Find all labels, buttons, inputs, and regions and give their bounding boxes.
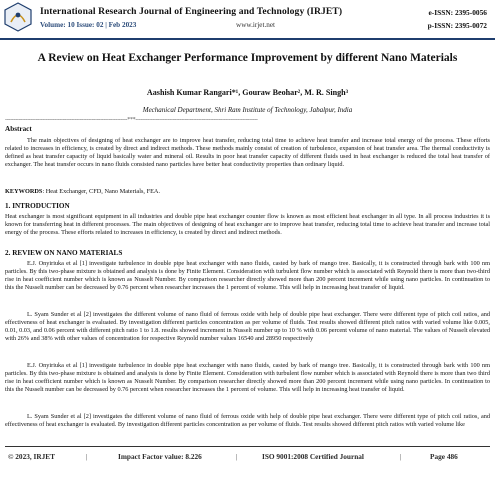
page-footer [0, 452, 495, 466]
footer-page-number: Page 486 [430, 452, 458, 461]
journal-website[interactable]: www.irjet.net [236, 21, 276, 29]
paper-title: A Review on Heat Exchanger Performance Improvement by different Nano Materials [37, 52, 458, 64]
review-paragraph: E.J. Onyiriuka et al [1] investigate turbulence in double pipe heat exchanger with nano fluids, casted by bark of mango tree. Basically, it is constructed through bark with 100 nm particles. By this two-phase mixture is obtained and analysis is done by Finite Element. Consideration with turbulent flow number which is associated with Reynold there is more than two third rise in heat coefficient number which is known as Nusselt Number. By comparison researcher directly showed more than 200 percent increment while using nano particles. In continuation to this the Nusselt number can be decreased by 0.76 percent when researcher increases the 1 percent of volume. This will help in increasing heat transfer of liquid. [5, 362, 490, 394]
abstract-heading: Abstract [5, 125, 32, 133]
p-issn: p-ISSN: 2395-0072 [427, 21, 487, 30]
footer-separator: | [236, 452, 238, 461]
footer-separator: | [86, 452, 88, 461]
paper-authors: Aashish Kumar Rangari*¹, Gouraw Beohar², M. R. Singh³ [146, 88, 349, 97]
keywords-line [5, 188, 490, 195]
footer-copyright: © 2023, IRJET [8, 452, 56, 461]
section-separator: ------------------------------------------------------------------------***------------------------------------------------------------------------ [5, 117, 258, 123]
review-paragraph: L. Syam Sunder et al [2] investigates the different volume of nano fluid of ferrous oxide with help of double pipe heat exchanger. There were different type of pitch coil ratios, and effectiveness of heat exchanger is evaluated. By investigation different particles concentration as per volume of fluids. Test results showed different pitch ratios with varied volume like [5, 413, 490, 429]
journal-title: International Research Journal of Engineering and Technology (IRJET) [40, 6, 343, 17]
journal-header [0, 0, 495, 40]
introduction-text: Heat exchanger is most significant equipment in all industries and double pipe heat exchanger counter flow is known as most efficient heat exchanger in all type. In all process industries it is known for transferring heat in different processes. The main objectives of designing of heat exchanger are to improve heat transfer, reducing total time to achieve heat transfer and increase total energy of the process. These efforts related to increases in efficiency, is created by direct and indirect methods. [5, 213, 490, 237]
header-divider [0, 38, 495, 40]
e-issn: e-ISSN: 2395-0056 [428, 8, 487, 17]
irjet-logo [3, 2, 33, 34]
abstract-text: The main objectives of designing of heat exchanger are to improve heat transfer, reducing total time to achieve heat transfer and increase total energy of the process. These efforts related to increases in efficiency, is created by direct and indirect methods. These methods mainly consist of creation of turbulence, expansion of heat transfer area. The thermal conductivity is defined as heat transfer capacity of liquid basically water and mineral oil. Results in poor heat transfer capacity of different fluids used in heat exchanger is reduced the total heat transfer of exchanger. The heat transfer occurs in nano fluids consisted nano particles have better heat conductivity properties than ordinary liquid. [5, 137, 490, 169]
issue-line: Volume: 10 Issue: 02 | Feb 2023 [40, 21, 137, 29]
review-paragraph: E.J. Onyiriuka et al [1] investigate turbulence in double pipe heat exchanger with nano fluids, casted by bark of mango tree. Basically, it is constructed through bark with 100 nm particles. By this two-phase mixture is obtained and analysis is done by Finite Element. Consideration with turbulent flow number which is associated with Reynold there is more than two-third rise in heat coefficient number which is known as Nusselt Number. By comparison researcher directly showed more than 200 percent increment while using nano particles. In continuation to this the Nusselt number can be decreased by 0.76 percent when researcher increases the 1 percent of volume. This will help in increasing heat transfer of liquid. [5, 260, 490, 292]
keywords-label: KEYWORDS [5, 188, 43, 195]
paper-affiliation: Mechanical Department, Shri Ram Institute of Technology, Jabalpur, India [142, 106, 353, 114]
footer-impact-factor: Impact Factor value: 8.226 [118, 452, 202, 461]
review-heading: 2. REVIEW ON NANO MATERIALS [5, 249, 123, 257]
review-paragraph: L. Syam Sunder et al [2] investigates the different volume of nano fluid of ferrous oxide with help of double pipe heat exchanger. There were different type of pitch coil ratios, and effectiveness of heat exchanger is evaluated. By investigation different particles concentration as per volume of fluids. Test results showed different pitch ratios with varied volume like 0.005, 0.01, 0.03, and 0.06 percent with different pitch ratio 1 to 1.8. results showed increment in Nusselt number up to 10 % with 0.06 percent volume of nano material. The values of Nusselt elevated with 26% and 38% with other values of concentration for respective Reynold number values 16540 and 28950 respectively [5, 311, 490, 343]
keywords-text: : Heat Exchanger, CFD, Nano Materials, FEA. [42, 188, 161, 195]
footer-separator: | [400, 452, 402, 461]
footer-divider [5, 446, 490, 447]
footer-iso: ISO 9001:2008 Certified Journal [262, 452, 364, 461]
introduction-heading: 1. INTRODUCTION [5, 202, 70, 210]
